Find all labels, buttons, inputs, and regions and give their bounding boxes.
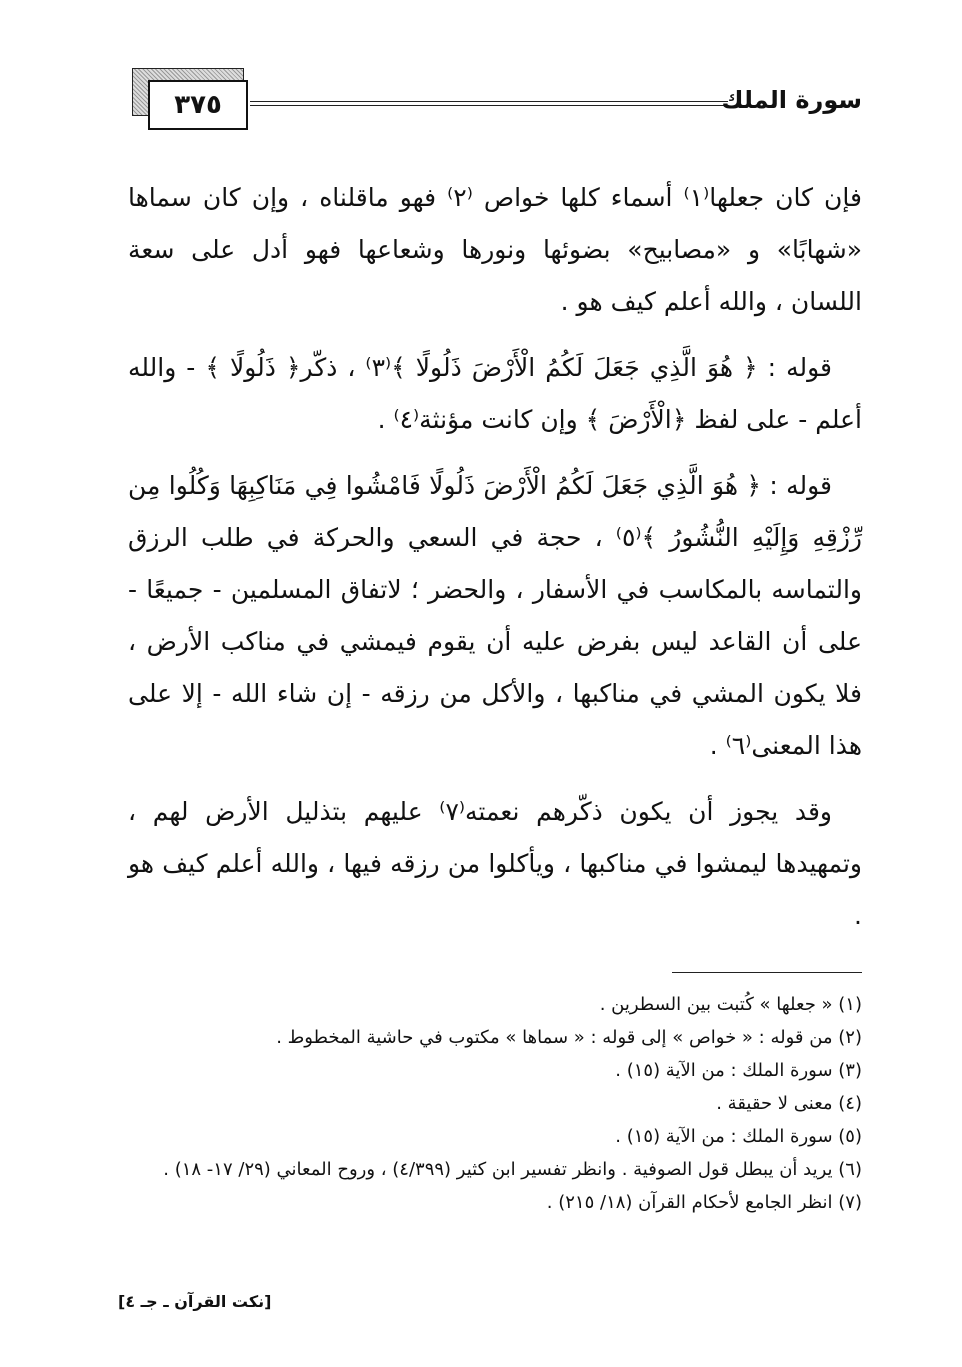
- paragraph: فإن كان جعلها⁽١⁾ أسماء كلها خواص ⁽٢⁾ فهو ماقلناه ، وإن كان سماها «شهابًا» و «مصابيح» بضوئها ونورها وشعاعها فهو أدل على سعة اللسان ، والله أعلم كيف هو .: [128, 183, 862, 316]
- footnotes: [128, 988, 862, 1219]
- footnote-separator: [672, 972, 862, 973]
- header-rule-2: [250, 105, 728, 106]
- surah-title: سورة الملك: [721, 86, 862, 114]
- footnote: (٦) يريد أن يبطل قول الصوفية . وانظر تفسير ابن كثير (٤/٣٩٩) ، وروح المعاني (٢٩/ ١٧- ١٨) .: [163, 1159, 862, 1180]
- footnote: (٢) من قوله : « خواص » إلى قوله : « سماها » مكتوب في حاشية المخطوط .: [276, 1027, 862, 1048]
- footnote: (٤) معنى لا حقيقة .: [716, 1093, 862, 1114]
- page-number: ٣٧٥: [148, 80, 248, 130]
- paragraph: وقد يجوز أن يكون ذكّرهم نعمته⁽٧⁾ عليهم بتذليل الأرض لهم ، وتمهيدها ليمشوا في مناكبها ، ويأكلوا من رزقه فيها ، والله أعلم كيف هو .: [128, 797, 862, 930]
- footnote: (٣) سورة الملك : من الآية (١٥) .: [615, 1060, 862, 1081]
- paragraph: قوله : ﴿ هُوَ الَّذِي جَعَلَ لَكُمُ الْأَرْضَ ذَلُولًا ﴾⁽٣⁾ ، ذكّر﴿ ذَلُولًا ﴾ - والله أعلم - على لفظ ﴿الْأَرْضَ ﴾ وإن كانت مؤنثة⁽٤⁾ .: [128, 353, 862, 434]
- footnote: (١) « جعلها » كُتبت بين السطرين .: [599, 994, 862, 1015]
- main-text: [128, 172, 862, 956]
- volume-signature: [نكت القرآن ـ جـ ٤]: [118, 1292, 272, 1311]
- page-header: [120, 68, 862, 130]
- paragraph: قوله : ﴿ هُوَ الَّذِي جَعَلَ لَكُمُ الْأَرْضَ ذَلُولًا فَامْشُوا فِي مَنَاكِبِهَا وَكُلُوا مِن رِّزْقِهِ وَإِلَيْهِ النُّشُورُ ﴾⁽٥⁾ ، حجة في السعي والحركة في طلب الرزق والتماسه بالمكاسب في الأسفار ، والحضر ؛ لاتفاق المسلمين - جميعًا - على أن القاعد ليس بفرض عليه أن يقوم فيمشي في مناكب الأرض ، فلا يكون المشي في مناكبها ، والأكل من رزقه - إن شاء الله - إلا على هذا المعنى⁽٦⁾ .: [128, 471, 863, 760]
- footnote: (٧) انظر الجامع لأحكام القرآن (١٨/ ٢١٥) .: [546, 1192, 862, 1213]
- footnote: (٥) سورة الملك : من الآية (١٥) .: [615, 1126, 862, 1147]
- header-rule: [250, 101, 728, 102]
